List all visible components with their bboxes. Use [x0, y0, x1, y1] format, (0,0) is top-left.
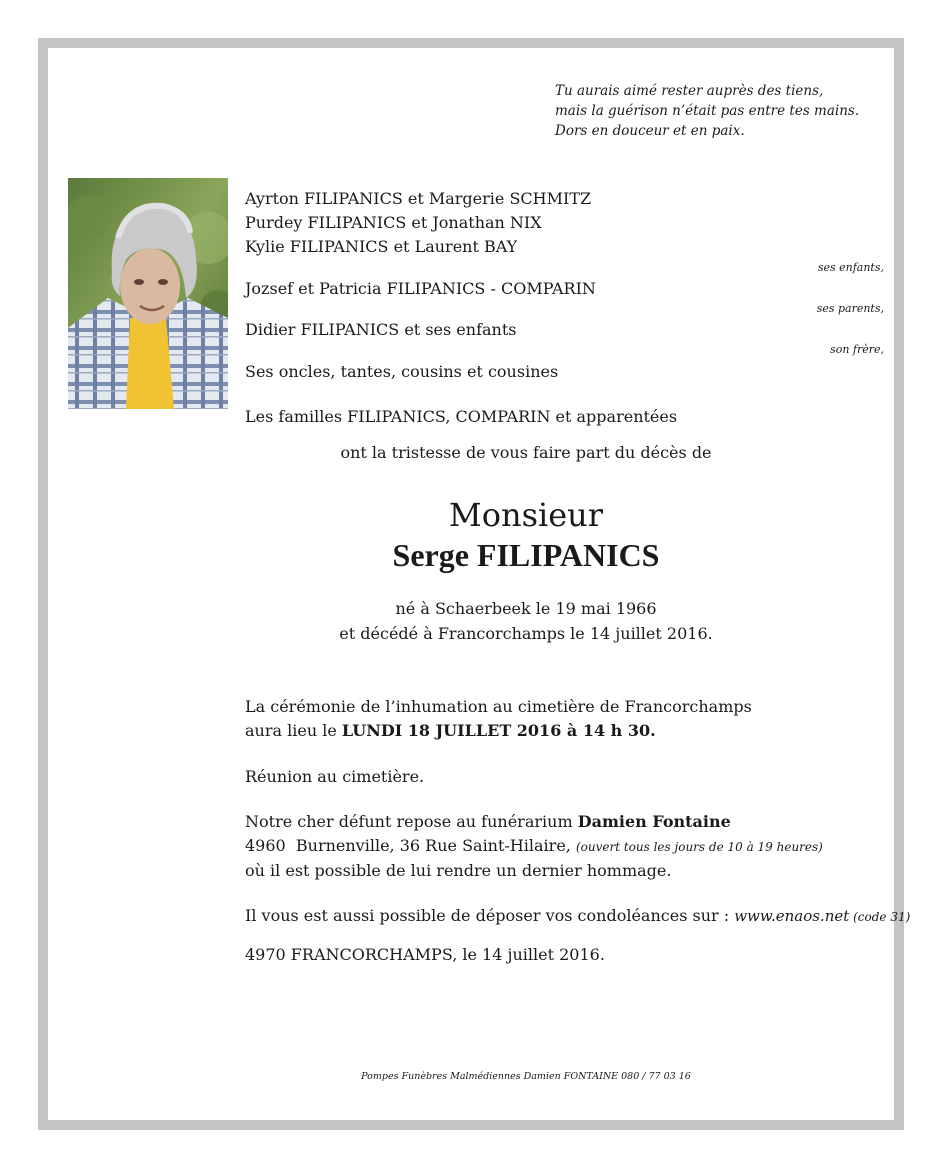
ceremony-line: La cérémonie de l’inhumation au cimetière de Francorchamps: [245, 697, 752, 716]
poem-line: mais la guérison n’était pas entre tes mains.: [555, 103, 860, 119]
brother-line: Didier FILIPANICS et ses enfants: [245, 320, 517, 339]
meeting-line: Réunion au cimetière.: [245, 767, 425, 786]
family-line: Kylie FILIPANICS et Laurent BAY: [245, 237, 518, 256]
funeral-home-name: Damien Fontaine: [577, 812, 731, 831]
parents-relation-label: ses parents,: [816, 302, 884, 315]
funeral-home-hours: (ouvert tous les jours de 10 à 19 heures): [575, 840, 823, 854]
obituary-card: [38, 38, 911, 1130]
ceremony-prefix: aura lieu le: [245, 721, 342, 740]
children-list: [245, 187, 591, 259]
funeral-home-block: [245, 810, 823, 883]
announcement: ont la tristesse de vous faire part du décès de: [340, 443, 712, 462]
funeral-home-line: [245, 810, 823, 834]
ceremony-block: [245, 695, 752, 743]
condolences-website[interactable]: www.enaos.net: [734, 907, 850, 925]
birth-line: né à Schaerbeek le 19 mai 1966: [395, 599, 657, 618]
condolences-line: [245, 904, 910, 929]
brother-relation-label: son frère,: [830, 343, 884, 356]
homage-line: où il est possible de lui rendre un dernier hommage.: [245, 861, 672, 880]
funeral-home-prefix: Notre cher défunt repose au funérarium: [245, 812, 578, 831]
ceremony-datetime: LUNDI 18 JUILLET 2016 à 14 h 30.: [341, 721, 656, 740]
funeral-home-address-line: [245, 834, 823, 859]
death-line: et décédé à Francorchamps le 14 juillet 2016.: [339, 624, 713, 643]
poem-line: Tu aurais aimé rester auprès des tiens,: [555, 83, 824, 99]
poem-line: Dors en douceur et en paix.: [555, 123, 745, 139]
funeral-home-address: 4960 Burnenville, 36 Rue Saint-Hilaire,: [245, 836, 576, 855]
condolences-text: Il vous est aussi possible de déposer vos condoléances sur :: [245, 906, 735, 925]
families-line: Les familles FILIPANICS, COMPARIN et apparentées: [245, 407, 678, 426]
birth-death-dates: [138, 596, 914, 646]
condolences-code: (code 31): [849, 910, 911, 924]
place-date: 4970 FRANCORCHAMPS, le 14 juillet 2016.: [245, 945, 605, 964]
family-line: Ayrton FILIPANICS et Margerie SCHMITZ: [245, 189, 592, 208]
ceremony-line: [245, 719, 752, 743]
footer: Pompes Funèbres Malmédiennes Damien FONTAINE 080 / 77 03 16: [361, 1071, 691, 1082]
parents-line: Jozsef et Patricia FILIPANICS - COMPARIN: [245, 279, 596, 298]
poem: [555, 81, 859, 141]
deceased-title: Monsieur: [448, 496, 604, 534]
deceased-name: Serge FILIPANICS: [392, 537, 660, 573]
children-relation-label: ses enfants,: [817, 261, 884, 274]
relatives-line: Ses oncles, tantes, cousins et cousines: [245, 362, 559, 381]
deceased-photo: [68, 178, 228, 409]
family-line: Purdey FILIPANICS et Jonathan NIX: [245, 213, 542, 232]
